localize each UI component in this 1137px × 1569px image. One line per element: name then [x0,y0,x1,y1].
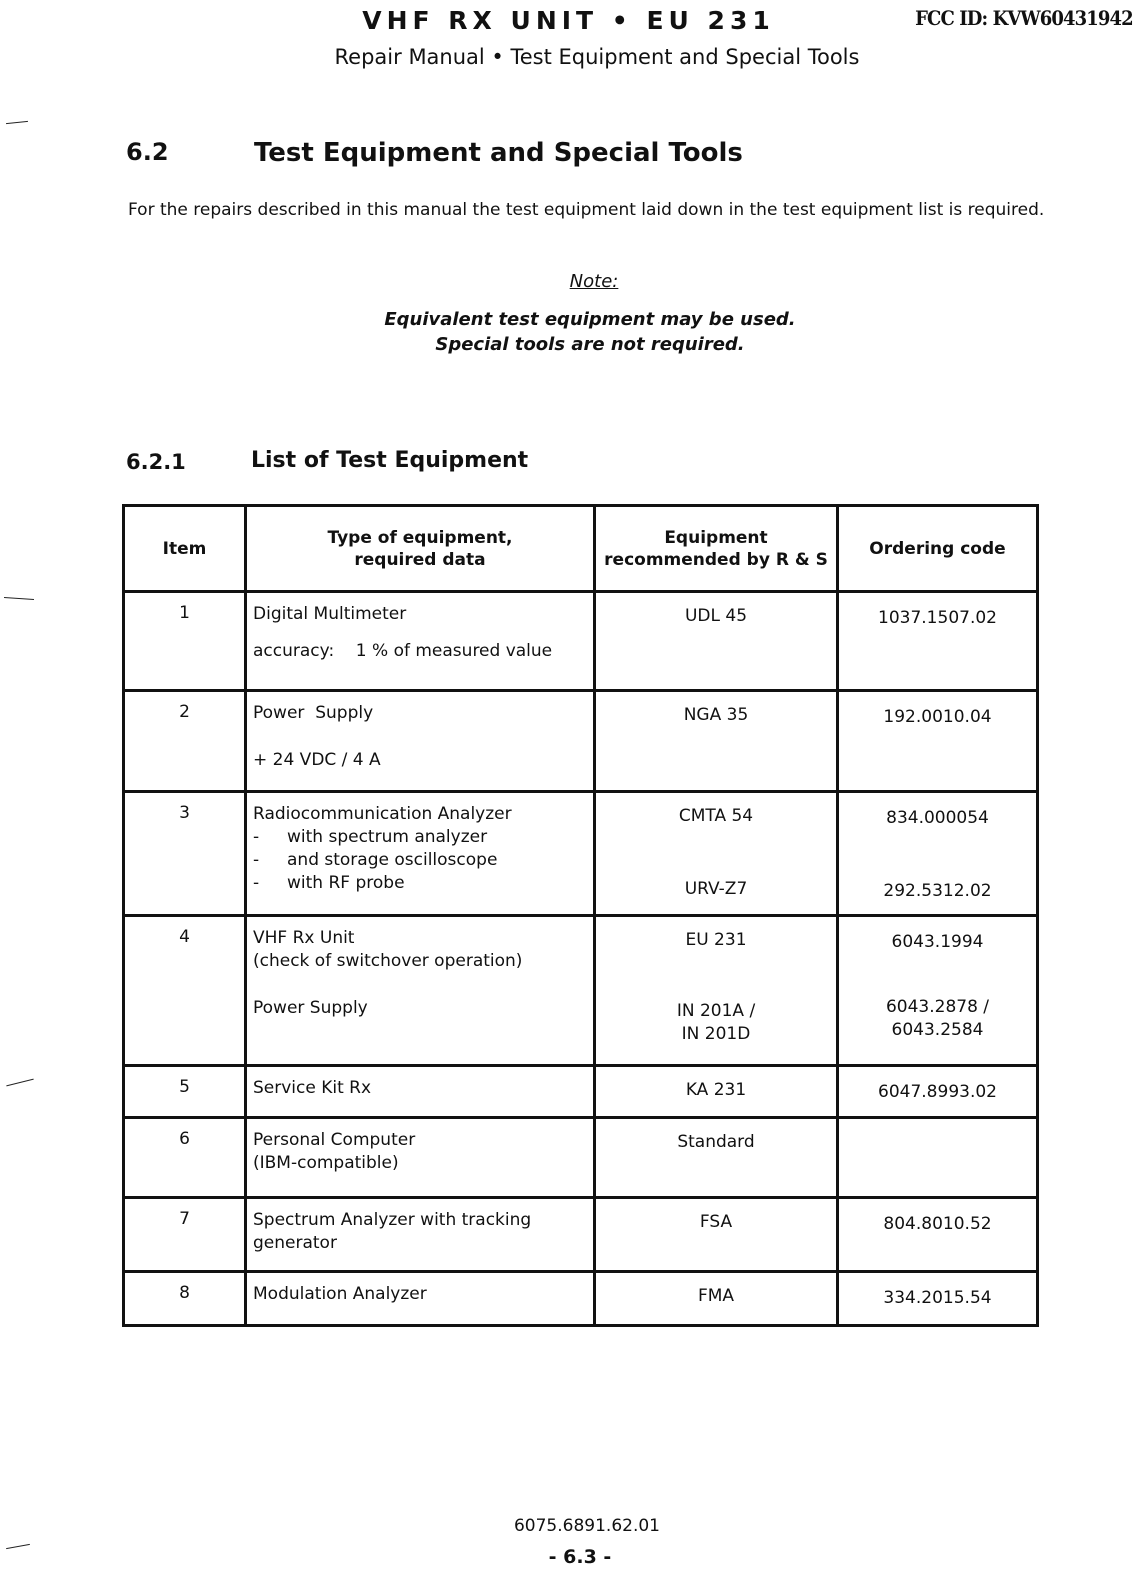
note-line-1: Equivalent test equipment may be used. [384,309,796,330]
table-row [124,1272,1038,1326]
ordering-code [838,1118,1038,1198]
ordering-code: 804.8010.52 [838,1198,1038,1272]
margin-mark [6,121,28,124]
equipment-type: VHF Rx Unit (check of switchover operation) Power Supply [246,916,595,1066]
note-heading: Note: [569,271,619,292]
table-row [124,592,1038,691]
item-number: 8 [124,1272,246,1326]
equipment-type: Service Kit Rx [246,1066,595,1118]
table-row [124,1118,1038,1198]
equipment-type: Digital Multimeter accuracy: 1 % of measured value [246,592,595,691]
subsection-number: 6.2.1 [126,450,186,474]
recommended-equipment: KA 231 [595,1066,838,1118]
test-equipment-table [122,504,1039,1327]
item-number: 5 [124,1066,246,1118]
table-row [124,916,1038,1066]
ordering-code: 6047.8993.02 [838,1066,1038,1118]
margin-mark [6,1079,33,1087]
item-number: 1 [124,592,246,691]
intro-paragraph: For the repairs described in this manual the test equipment laid down in the test equipment list is required. [128,200,1045,220]
feature-bullet: - and storage oscilloscope [253,849,587,872]
page-number: - 6.3 - [548,1546,612,1568]
feature-bullet: - with spectrum analyzer [253,826,587,849]
subsection-title: List of Test Equipment [251,448,529,473]
note-line-2: Special tools are not required. [435,334,745,355]
equipment-type: Personal Computer (IBM-compatible) [246,1118,595,1198]
equipment-type: Modulation Analyzer [246,1272,595,1326]
section-title: Test Equipment and Special Tools [254,138,743,168]
recommended-equipment: CMTA 54 URV-Z7 [595,792,838,916]
document-title: VHF RX UNIT • EU 231 [362,6,775,35]
recommended-equipment: Standard [595,1118,838,1198]
equipment-type: Radiocommunication Analyzer - with spectrum analyzer - and storage oscilloscope - with RF probe [246,792,595,916]
table-row [124,1198,1038,1272]
fcc-id-stamp: FCC ID: KVW60431942 [915,6,1133,30]
recommended-equipment: NGA 35 [595,691,838,792]
recommended-equipment: UDL 45 [595,592,838,691]
equipment-type: Spectrum Analyzer with tracking generator [246,1198,595,1272]
document-code: 6075.6891.62.01 [513,1516,660,1536]
header-recommended: Equipment recommended by R & S [595,506,838,592]
header-item: Item [124,506,246,592]
ordering-code: 334.2015.54 [838,1272,1038,1326]
margin-mark [4,597,34,600]
item-number: 2 [124,691,246,792]
ordering-code: 1037.1507.02 [838,592,1038,691]
table-row [124,691,1038,792]
document-subtitle: Repair Manual • Test Equipment and Special Tools [334,45,860,69]
ordering-code: 834.000054 292.5312.02 [838,792,1038,916]
ordering-code: 192.0010.04 [838,691,1038,792]
recommended-equipment: FMA [595,1272,838,1326]
equipment-type: Power Supply + 24 VDC / 4 A [246,691,595,792]
recommended-equipment: EU 231 IN 201A / IN 201D [595,916,838,1066]
recommended-equipment: FSA [595,1198,838,1272]
item-number: 6 [124,1118,246,1198]
item-number: 7 [124,1198,246,1272]
table-row [124,1066,1038,1118]
header-ordering-code: Ordering code [838,506,1038,592]
item-number: 4 [124,916,246,1066]
item-number: 3 [124,792,246,916]
section-number: 6.2 [126,138,169,166]
table-header-row [124,506,1038,592]
ordering-code: 6043.1994 6043.2878 / 6043.2584 [838,916,1038,1066]
table-row [124,792,1038,916]
feature-bullet: - with RF probe [253,872,587,895]
header-type: Type of equipment, required data [246,506,595,592]
